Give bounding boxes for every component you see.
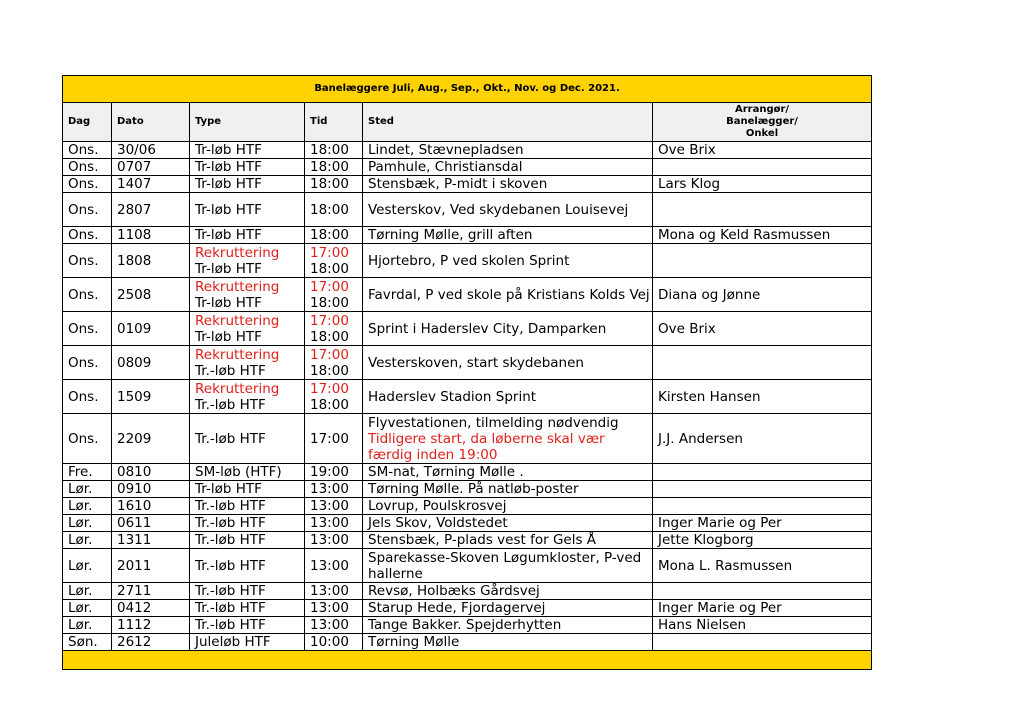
cell-dato: 0412 [112, 600, 190, 617]
cell-type-line: Rekruttering [195, 278, 280, 295]
cell-tid-line: 18:00 [310, 159, 349, 175]
cell-organizer: Ove Brix [653, 312, 872, 346]
table-row [63, 414, 872, 464]
cell-sted [363, 176, 653, 193]
cell-dato: 2011 [112, 549, 190, 583]
table-row [63, 515, 872, 532]
cell-sted [363, 346, 653, 380]
cell-type [190, 380, 305, 414]
cell-tid-line: 18:00 [310, 396, 349, 413]
cell-sted-text: Stensbæk, P-plads vest for Gels Å [368, 532, 597, 548]
cell-organizer [653, 244, 872, 278]
cell-sted-text: Flyvestationen, tilmelding nødvendig [368, 414, 619, 431]
cell-tid [305, 532, 363, 549]
cell-tid [305, 498, 363, 515]
table-row [63, 244, 872, 278]
cell-type [190, 583, 305, 600]
cell-tid [305, 159, 363, 176]
cell-type-line: Tr-løb HTF [195, 159, 262, 175]
cell-type [190, 498, 305, 515]
cell-tid-line: 17:00 [310, 312, 349, 329]
cell-tid [305, 244, 363, 278]
footer-band [63, 651, 872, 670]
cell-type-line: Tr-løb HTF [195, 176, 262, 192]
cell-type [190, 549, 305, 583]
header-organizer-line: Banelægger/ [726, 116, 798, 127]
cell-dato: 1407 [112, 176, 190, 193]
cell-type-line: Juleløb HTF [195, 634, 271, 650]
cell-organizer [653, 481, 872, 498]
cell-dag: Lør. [63, 532, 112, 549]
cell-tid-line: 17:00 [310, 430, 349, 447]
cell-dato: 0707 [112, 159, 190, 176]
header-organizer [653, 103, 872, 142]
cell-organizer: Inger Marie og Per [653, 515, 872, 532]
cell-type [190, 464, 305, 481]
cell-dag: Lør. [63, 583, 112, 600]
header-tid: Tid [305, 103, 363, 142]
cell-type-line: Tr-løb HTF [195, 481, 262, 497]
cell-tid-line: 18:00 [310, 142, 349, 158]
title-row [63, 76, 872, 103]
cell-type [190, 532, 305, 549]
cell-type-line: Tr.-løb HTF [195, 583, 266, 599]
cell-tid [305, 227, 363, 244]
cell-type-line: Tr-løb HTF [195, 328, 262, 345]
cell-sted-text: Favrdal, P ved skole på Kristians Kolds Vej [368, 286, 650, 303]
cell-dag: Lør. [63, 498, 112, 515]
cell-tid [305, 634, 363, 651]
cell-dato: 2711 [112, 583, 190, 600]
cell-organizer: Jette Klogborg [653, 532, 872, 549]
table-row [63, 278, 872, 312]
cell-type-line: Tr-løb HTF [195, 201, 262, 218]
table-row [63, 380, 872, 414]
cell-type-line: Tr-løb HTF [195, 260, 262, 277]
cell-sted-text: Lindet, Stævnepladsen [368, 142, 524, 158]
header-dag: Dag [63, 103, 112, 142]
cell-tid-line: 13:00 [310, 600, 349, 616]
cell-tid-line: 17:00 [310, 278, 349, 295]
cell-dag: Lør. [63, 481, 112, 498]
cell-tid-line: 18:00 [310, 328, 349, 345]
cell-sted [363, 464, 653, 481]
cell-tid-line: 17:00 [310, 244, 349, 261]
cell-dag: Ons. [63, 142, 112, 159]
cell-type-line: Tr.-løb HTF [195, 430, 266, 447]
cell-sted-text: Vesterskoven, start skydebanen [368, 354, 584, 371]
cell-tid [305, 414, 363, 464]
cell-tid [305, 464, 363, 481]
cell-type-line: Rekruttering [195, 380, 280, 397]
cell-tid [305, 549, 363, 583]
cell-dag: Lør. [63, 617, 112, 634]
table-row [63, 176, 872, 193]
cell-organizer [653, 634, 872, 651]
cell-tid [305, 312, 363, 346]
cell-dag: Ons. [63, 346, 112, 380]
cell-type-line: Tr.-løb HTF [195, 396, 266, 413]
cell-type [190, 312, 305, 346]
cell-organizer [653, 159, 872, 176]
cell-dato: 1108 [112, 227, 190, 244]
cell-sted-text: Tørning Mølle. På natløb-poster [368, 481, 579, 497]
cell-dag: Lør. [63, 515, 112, 532]
cell-dato: 2209 [112, 414, 190, 464]
cell-type [190, 159, 305, 176]
cell-type [190, 176, 305, 193]
cell-organizer [653, 346, 872, 380]
cell-tid-line: 13:00 [310, 498, 349, 514]
cell-tid-line: 18:00 [310, 294, 349, 311]
cell-dato: 1509 [112, 380, 190, 414]
cell-tid [305, 176, 363, 193]
cell-sted [363, 380, 653, 414]
cell-tid-line: 19:00 [310, 464, 349, 480]
cell-organizer: Hans Nielsen [653, 617, 872, 634]
cell-sted-text: Pamhule, Christiansdal [368, 159, 523, 175]
cell-sted [363, 142, 653, 159]
cell-dato: 0109 [112, 312, 190, 346]
cell-tid-line: 13:00 [310, 515, 349, 531]
cell-sted [363, 583, 653, 600]
cell-type [190, 634, 305, 651]
table-row [63, 549, 872, 583]
cell-dag: Fre. [63, 464, 112, 481]
cell-sted [363, 498, 653, 515]
cell-tid [305, 346, 363, 380]
cell-sted [363, 244, 653, 278]
cell-organizer: Kirsten Hansen [653, 380, 872, 414]
table-row [63, 193, 872, 227]
cell-sted-text: Sparekasse-Skoven Løgumkloster, P-ved hallerne [368, 549, 642, 582]
cell-type [190, 227, 305, 244]
cell-dato: 1610 [112, 498, 190, 515]
cell-type [190, 244, 305, 278]
cell-sted [363, 278, 653, 312]
cell-type [190, 142, 305, 159]
cell-type-line: Rekruttering [195, 244, 280, 261]
cell-tid-line: 13:00 [310, 481, 349, 497]
cell-type [190, 346, 305, 380]
cell-type-line: Rekruttering [195, 346, 280, 363]
cell-sted-text: Sprint i Haderslev City, Damparken [368, 320, 607, 337]
cell-dag: Ons. [63, 193, 112, 227]
table-row [63, 498, 872, 515]
cell-type-line: SM-løb (HTF) [195, 464, 282, 480]
table-row [63, 227, 872, 244]
cell-sted-text: Revsø, Holbæks Gårdsvej [368, 583, 540, 599]
table-row [63, 159, 872, 176]
cell-dag: Lør. [63, 549, 112, 583]
cell-sted [363, 549, 653, 583]
header-organizer-line: Arrangør/ [734, 104, 790, 115]
cell-tid [305, 481, 363, 498]
cell-sted-text: Tørning Mølle [368, 634, 460, 650]
cell-dato: 0810 [112, 464, 190, 481]
cell-type [190, 515, 305, 532]
cell-organizer [653, 498, 872, 515]
cell-type-line: Tr.-løb HTF [195, 515, 266, 531]
cell-organizer: Ove Brix [653, 142, 872, 159]
cell-dato: 2807 [112, 193, 190, 227]
cell-sted-text: SM-nat, Tørning Mølle . [368, 464, 524, 480]
cell-sted [363, 515, 653, 532]
cell-organizer: J.J. Andersen [653, 414, 872, 464]
table-row [63, 634, 872, 651]
cell-sted [363, 617, 653, 634]
cell-dag: Ons. [63, 159, 112, 176]
header-organizer-line: Onkel [745, 128, 779, 139]
cell-organizer: Inger Marie og Per [653, 600, 872, 617]
table-row [63, 481, 872, 498]
cell-sted [363, 312, 653, 346]
cell-sted [363, 532, 653, 549]
table-row [63, 346, 872, 380]
cell-type [190, 617, 305, 634]
footer-band-row [63, 651, 872, 670]
cell-sted-text: Vesterskov, Ved skydebanen Louisevej [368, 201, 629, 218]
cell-tid-line: 18:00 [310, 227, 349, 243]
table-row [63, 142, 872, 159]
cell-tid [305, 380, 363, 414]
cell-organizer: Diana og Jønne [653, 278, 872, 312]
cell-tid-line: 18:00 [310, 176, 349, 192]
cell-dato: 0910 [112, 481, 190, 498]
cell-type-line: Tr.-løb HTF [195, 362, 266, 379]
cell-dag: Ons. [63, 380, 112, 414]
table-title: Banelæggere Juli, Aug., Sep., Okt., Nov. og Dec. 2021. [63, 76, 872, 103]
table-row [63, 464, 872, 481]
header-type: Type [190, 103, 305, 142]
cell-type-line: Tr.-løb HTF [195, 600, 266, 616]
table-row [63, 617, 872, 634]
cell-tid-line: 17:00 [310, 346, 349, 363]
cell-dato: 1808 [112, 244, 190, 278]
cell-tid-line: 13:00 [310, 617, 349, 633]
cell-dag: Ons. [63, 312, 112, 346]
cell-type-line: Tr-løb HTF [195, 142, 262, 158]
schedule-table [62, 75, 872, 670]
cell-dag: Lør. [63, 600, 112, 617]
cell-dag: Ons. [63, 227, 112, 244]
cell-sted [363, 481, 653, 498]
cell-tid-line: 13:00 [310, 532, 349, 548]
cell-type [190, 414, 305, 464]
cell-dato: 0611 [112, 515, 190, 532]
cell-tid-line: 13:00 [310, 557, 349, 574]
cell-dato: 2508 [112, 278, 190, 312]
cell-sted-text: Tange Bakker. Spejderhytten [368, 617, 562, 633]
table-row [63, 600, 872, 617]
cell-organizer: Mona og Keld Rasmussen [653, 227, 872, 244]
cell-tid [305, 600, 363, 617]
cell-sted [363, 159, 653, 176]
cell-dag: Søn. [63, 634, 112, 651]
header-row [63, 103, 872, 142]
cell-dato: 0809 [112, 346, 190, 380]
cell-organizer: Lars Klog [653, 176, 872, 193]
cell-type-line: Tr.-løb HTF [195, 617, 266, 633]
cell-type-line: Tr.-løb HTF [195, 498, 266, 514]
cell-organizer [653, 193, 872, 227]
cell-dag: Ons. [63, 414, 112, 464]
cell-organizer [653, 583, 872, 600]
cell-type-line: Tr.-løb HTF [195, 532, 266, 548]
table-row [63, 312, 872, 346]
header-dato: Dato [112, 103, 190, 142]
cell-sted [363, 634, 653, 651]
cell-dato: 1112 [112, 617, 190, 634]
cell-sted-text: Tørning Mølle, grill aften [368, 227, 533, 243]
cell-type [190, 600, 305, 617]
cell-sted-text: Starup Hede, Fjordagervej [368, 600, 546, 616]
cell-tid [305, 617, 363, 634]
cell-type-line: Tr.-løb HTF [195, 557, 266, 574]
cell-tid [305, 278, 363, 312]
cell-tid [305, 193, 363, 227]
cell-dato: 1311 [112, 532, 190, 549]
cell-dato: 2612 [112, 634, 190, 651]
cell-sted-text: Haderslev Stadion Sprint [368, 388, 537, 405]
cell-dag: Ons. [63, 176, 112, 193]
cell-tid-line: 10:00 [310, 634, 349, 650]
cell-tid-line: 18:00 [310, 201, 349, 218]
cell-type-line: Tr-løb HTF [195, 227, 262, 243]
cell-tid-line: 18:00 [310, 362, 349, 379]
cell-dag: Ons. [63, 278, 112, 312]
cell-type [190, 193, 305, 227]
cell-sted-text: Jels Skov, Voldstedet [368, 515, 508, 531]
cell-sted-text: Hjortebro, P ved skolen Sprint [368, 252, 570, 269]
cell-tid [305, 583, 363, 600]
cell-tid-line: 18:00 [310, 260, 349, 277]
cell-sted [363, 414, 653, 464]
cell-dag: Ons. [63, 244, 112, 278]
cell-sted-text: Stensbæk, P-midt i skoven [368, 176, 548, 192]
cell-sted-note: Tidligere start, da løberne skal vær færdig inden 19:00 [368, 430, 605, 463]
table-row [63, 532, 872, 549]
cell-sted [363, 193, 653, 227]
cell-dato: 30/06 [112, 142, 190, 159]
cell-type [190, 278, 305, 312]
cell-type [190, 481, 305, 498]
header-sted: Sted [363, 103, 653, 142]
cell-type-line: Tr-løb HTF [195, 294, 262, 311]
cell-type-line: Rekruttering [195, 312, 280, 329]
cell-sted-text: Lovrup, Poulskrosvej [368, 498, 507, 514]
cell-organizer: Mona L. Rasmussen [653, 549, 872, 583]
cell-tid [305, 515, 363, 532]
cell-sted [363, 227, 653, 244]
cell-organizer [653, 464, 872, 481]
cell-tid-line: 17:00 [310, 380, 349, 397]
table-row [63, 583, 872, 600]
cell-tid [305, 142, 363, 159]
cell-sted [363, 600, 653, 617]
cell-tid-line: 13:00 [310, 583, 349, 599]
